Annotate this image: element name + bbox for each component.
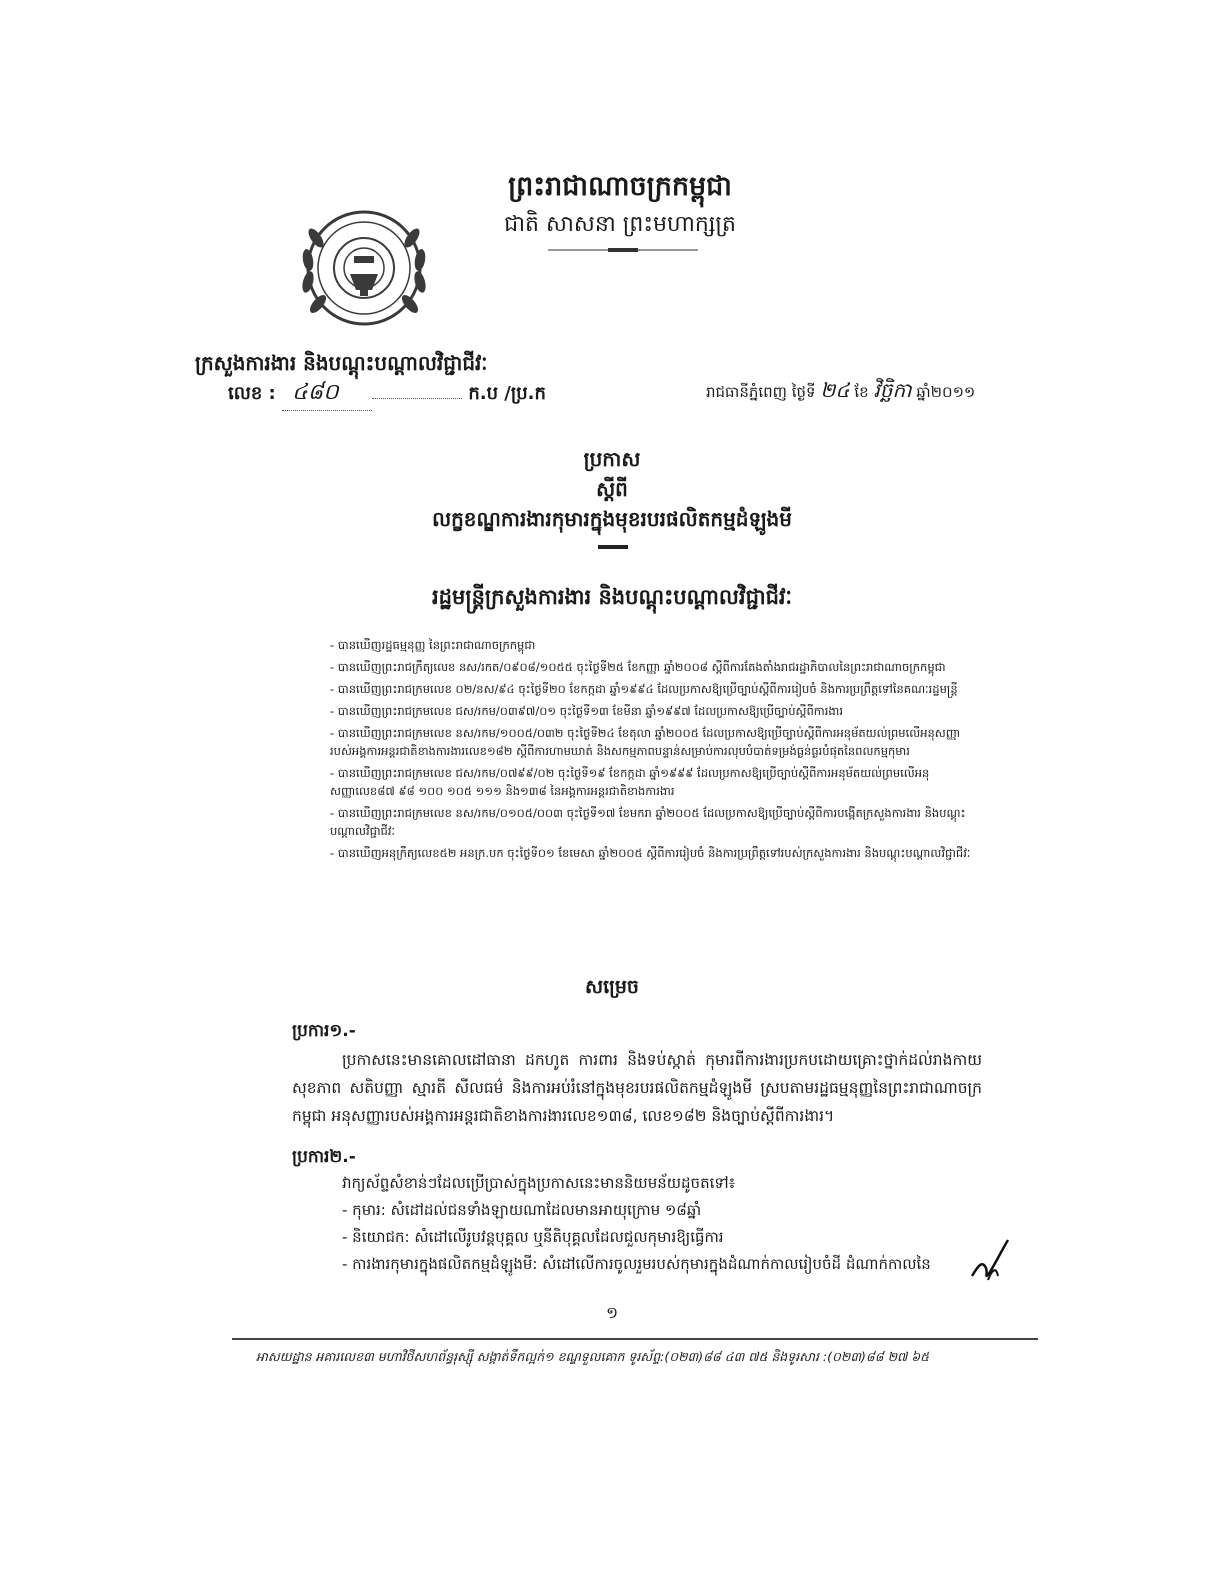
reference-number-suffix: ក.ប /ប្រ.ក bbox=[468, 383, 546, 404]
ornament-divider bbox=[548, 248, 698, 252]
article-2-heading: ប្រការ២.- bbox=[292, 1147, 356, 1167]
initial-signature bbox=[968, 1236, 1012, 1286]
citation-item: - បានឃើញព្រះរាជក្រមលេខ នស/រកម/១០០៥/០៣២ ចុះថ្ងៃទី២៤ ខែតុលា ឆ្នាំ២០០៥ ដែលប្រកាសឱ្យប្រើច្បាប់ស្តីពីការអនុម័តយល់ព្រមលើអនុសញ្ញារបស់អង្គការអន្តរជាតិខាងការងារលេខ១៨២ ស្តីពីការហាមឃាត់ និងសកម្មភាពបន្ទាន់សម្រាប់ការលុបបំបាត់ទម្រង់ធ្ងន់ធ្ងរបំផុតនៃពលកម្មកុមារ bbox=[330, 726, 961, 758]
article-1-text: ប្រកាសនេះមានគោលដៅធានា ដកហូត ការពារ និងទប់ស្កាត់ កុមារពីការងារប្រកបដោយគ្រោះថ្នាក់ដល់រាងកាយ សុខភាព សតិបញ្ញា ស្មារតី សីលធម៌ និងការអប់រំនៅក្នុងមុខរបរផលិតកម្មដំឡូងមី ស្របតាមរដ្ឋធម្មនុញ្ញនៃព្រះរាជាណាចក្រកម្ពុជា អនុសញ្ញារបស់អង្គការអន្តរជាតិខាងការងារលេខ១៣៨, លេខ១៨២ និងច្បាប់ស្តីពីការងារ។ bbox=[292, 1051, 982, 1125]
issue-date bbox=[706, 377, 975, 407]
citation-item: - បានឃើញអនុក្រឹត្យលេខ៥២ អនក្រ.បក ចុះថ្ងៃទី០១ ខែមេសា ឆ្នាំ២០០៥ ស្តីពីការរៀបចំ និងការប្រព្រឹត្តទៅរបស់ក្រសួងការងារ និងបណ្តុះបណ្តាលវិជ្ជាជីវៈ bbox=[330, 846, 971, 860]
date-month-label: ខែ bbox=[854, 383, 869, 401]
definition-item: - ការងារកុមារក្នុងផលិតកម្មដំឡូងមី: សំដៅលើការចូលរួមរបស់កុមារក្នុងដំណាក់កាលរៀបចំដី ដំណាក់កាលនៃ bbox=[342, 1255, 931, 1273]
document-type: ប្រកាស bbox=[583, 447, 641, 471]
footer-address: អាសយដ្ឋាន អគារលេខ៣ មហាវិថីសហព័ន្ធរុស្ស៊ី សង្កាត់ទឹកល្អក់១ ខណ្ឌទួលគោក ទូរស័ព្ទ:(០២៣)៨៨ ៤៣ ៧៥ និងទូរសារ :(០២៣)៨៨ ២៧ ៦៥ bbox=[256, 1349, 929, 1364]
reference-number-label: លេខ : bbox=[228, 383, 276, 404]
reference-number-value: ៤៨០ bbox=[282, 378, 372, 411]
kingdom-heading: ព្រះរាជាណាចក្រកម្ពុជា bbox=[508, 171, 732, 202]
article-2-intro: វាក្យស័ព្ទសំខាន់ៗដែលប្រើប្រាស់ក្នុងប្រកាសនេះមាននិយមន័យដូចតទៅ៖ bbox=[342, 1174, 736, 1192]
minister-heading: រដ្ឋមន្ត្រីក្រសួងការងារ និងបណ្តុះបណ្តាលវិជ្ជាជីវៈ bbox=[432, 585, 792, 609]
document-about: ស្តីពី bbox=[596, 477, 628, 501]
article-2-body bbox=[342, 1170, 1002, 1278]
date-day: ២៤ bbox=[820, 378, 850, 402]
footer-divider bbox=[232, 1338, 1038, 1340]
citation-item: - បានឃើញព្រះរាជក្រមលេខ ជស/រកម/០៧៩៩/០២ ចុះថ្ងៃទី១៩ ខែកក្កដា ឆ្នាំ១៩៩៩ ដែលប្រកាសឱ្យប្រើច្បាប់ស្តីពីការអនុម័តយល់ព្រមលើអនុសញ្ញាលេខ៨៧ ៩៨ ១០០ ១០៥ ១១១ និង១៣៨ នៃអង្គការអន្តរជាតិខាងការងារ bbox=[330, 766, 930, 798]
definition-item: - កុមារ: សំដៅដល់ជនទាំងឡាយណាដែលមានអាយុក្រោម ១៨ឆ្នាំ bbox=[342, 1201, 702, 1219]
national-motto: ជាតិ សាសនា ព្រះមហាក្សត្រ bbox=[504, 212, 736, 237]
reference-number-row bbox=[228, 378, 546, 411]
definition-item: - និយោជក: សំដៅលើរូបវន្តបុគ្គល ឬនីតិបុគ្គលដែលជួលកុមារឱ្យធ្វើការ bbox=[342, 1228, 724, 1246]
citation-item: - បានឃើញព្រះរាជក្រមលេខ នស/រកម/០១០៥/០០៣ ចុះថ្ងៃទី១៧ ខែមករា ឆ្នាំ២០០៥ ដែលប្រកាសឱ្យប្រើច្បាប់ស្តីពីការបង្កើតក្រសួងការងារ និងបណ្តុះបណ្តាលវិជ្ជាជីវៈ bbox=[330, 806, 966, 838]
citation-item: - បានឃើញរដ្ឋធម្មនុញ្ញ នៃព្រះរាជាណាចក្រកម្ពុជា bbox=[330, 638, 536, 652]
page-number: ១ bbox=[605, 1303, 619, 1322]
title-divider bbox=[598, 545, 628, 549]
citation-item: - បានឃើញព្រះរាជក្រមលេខ ជស/រកម/០៣៩៧/០១ ចុះថ្ងៃទី១៣ ខែមីនា ឆ្នាំ១៩៩៧ ដែលប្រកាសឱ្យប្រើច្បាប់ស្តីពីការងារ bbox=[330, 704, 843, 718]
date-month: វិច្ឆិកា bbox=[873, 378, 912, 402]
decision-heading: សម្រេច bbox=[585, 976, 639, 998]
date-prefix: រាជធានីភ្នំពេញ ថ្ងៃទី bbox=[706, 383, 816, 401]
legal-citations bbox=[330, 636, 980, 866]
article-1-heading: ប្រការ១.- bbox=[292, 1021, 356, 1041]
citation-item: - បានឃើញព្រះរាជក្រឹត្យលេខ នស/រកត/០៩០៨/១០៥៥ ចុះថ្ងៃទី២៥ ខែកញ្ញា ឆ្នាំ២០០៨ ស្តីពីការតែងតាំងរាជរដ្ឋាភិបាលនៃព្រះរាជាណាចក្រកម្ពុជា bbox=[330, 660, 946, 674]
ministry-seal bbox=[294, 198, 434, 338]
document-subject: លក្ខខណ្ឌការងារកុមារក្នុងមុខរបរផលិតកម្មដំឡូងមី bbox=[432, 507, 792, 531]
issuing-ministry: ក្រសួងការងារ និងបណ្តុះបណ្តាលវិជ្ជាជីវៈ bbox=[195, 351, 488, 375]
date-year: ឆ្នាំ២០១១ bbox=[916, 383, 976, 401]
citation-item: - បានឃើញព្រះរាជក្រមលេខ ០២/នស/៩៤ ចុះថ្ងៃទី២០ ខែកក្កដា ឆ្នាំ១៩៩៤ ដែលប្រកាសឱ្យប្រើច្បាប់ស្តីពីការរៀបចំ និងការប្រព្រឹត្តទៅនៃគណៈរដ្ឋមន្ត្រី bbox=[330, 682, 958, 696]
